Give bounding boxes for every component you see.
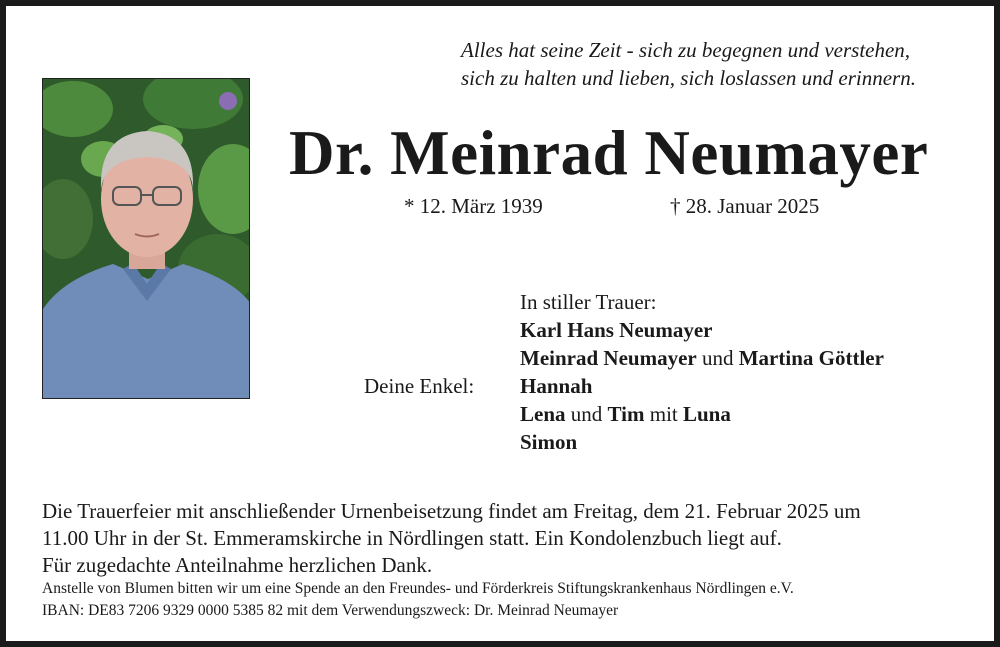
donation-iban: IBAN: DE83 7206 9329 0000 5385 82 mit dem Verwendungszweck: Dr. Meinrad Neumayer — [42, 602, 619, 619]
mourner-2b: Martina Göttler — [738, 346, 884, 370]
ceremony-line-2: 11.00 Uhr in der St. Emmeramskirche in Nördlingen statt. Ein Kondolenzbuch liegt auf. — [42, 526, 782, 550]
deceased-name: Dr. Meinrad Neumayer — [289, 118, 929, 188]
quote-line-1: Alles hat seine Zeit - sich zu begegnen und verstehen, — [461, 38, 911, 62]
quote — [461, 36, 971, 92]
grandchild-1: Hannah — [520, 374, 593, 398]
grandchild-line-2 — [520, 400, 884, 428]
birth-date: * 12. März 1939 — [404, 194, 543, 218]
mourner-line-2 — [520, 344, 884, 372]
portrait-illustration — [43, 79, 250, 399]
quote-line-2: sich zu halten und lieben, sich loslassen und erinnern. — [461, 66, 916, 90]
grandchild-2a: Lena — [520, 402, 566, 426]
mourner-2a: Meinrad Neumayer — [520, 346, 697, 370]
mourner-2-conj: und — [696, 346, 739, 370]
death-date: † 28. Januar 2025 — [670, 194, 820, 218]
mourners-list — [520, 288, 884, 456]
grandchild-2c: Luna — [683, 402, 731, 426]
donation-text — [42, 578, 982, 622]
ceremony-line-1: Die Trauerfeier mit anschließender Urnenbeisetzung findet am Freitag, dem 21. Februar 2025 um — [42, 499, 861, 523]
portrait-photo — [42, 78, 250, 399]
grandchild-conj-1: und — [565, 402, 608, 426]
donation-line-1: Anstelle von Blumen bitten wir um eine Spende an den Freundes- und Förderkreis Stiftungskrankenhaus Nördlingen e.V. — [42, 580, 794, 597]
grandchild-2b: Tim — [607, 402, 645, 426]
grandchild-conj-2: mit — [644, 402, 683, 426]
ceremony-line-3: Für zugedachte Anteilnahme herzlichen Dank. — [42, 553, 433, 577]
grandchildren-label: Deine Enkel: — [364, 374, 475, 398]
mourner-1: Karl Hans Neumayer — [520, 318, 713, 342]
grandchild-3: Simon — [520, 430, 578, 454]
ceremony-text — [42, 498, 982, 579]
mourners-intro: In stiller Trauer: — [520, 290, 657, 314]
